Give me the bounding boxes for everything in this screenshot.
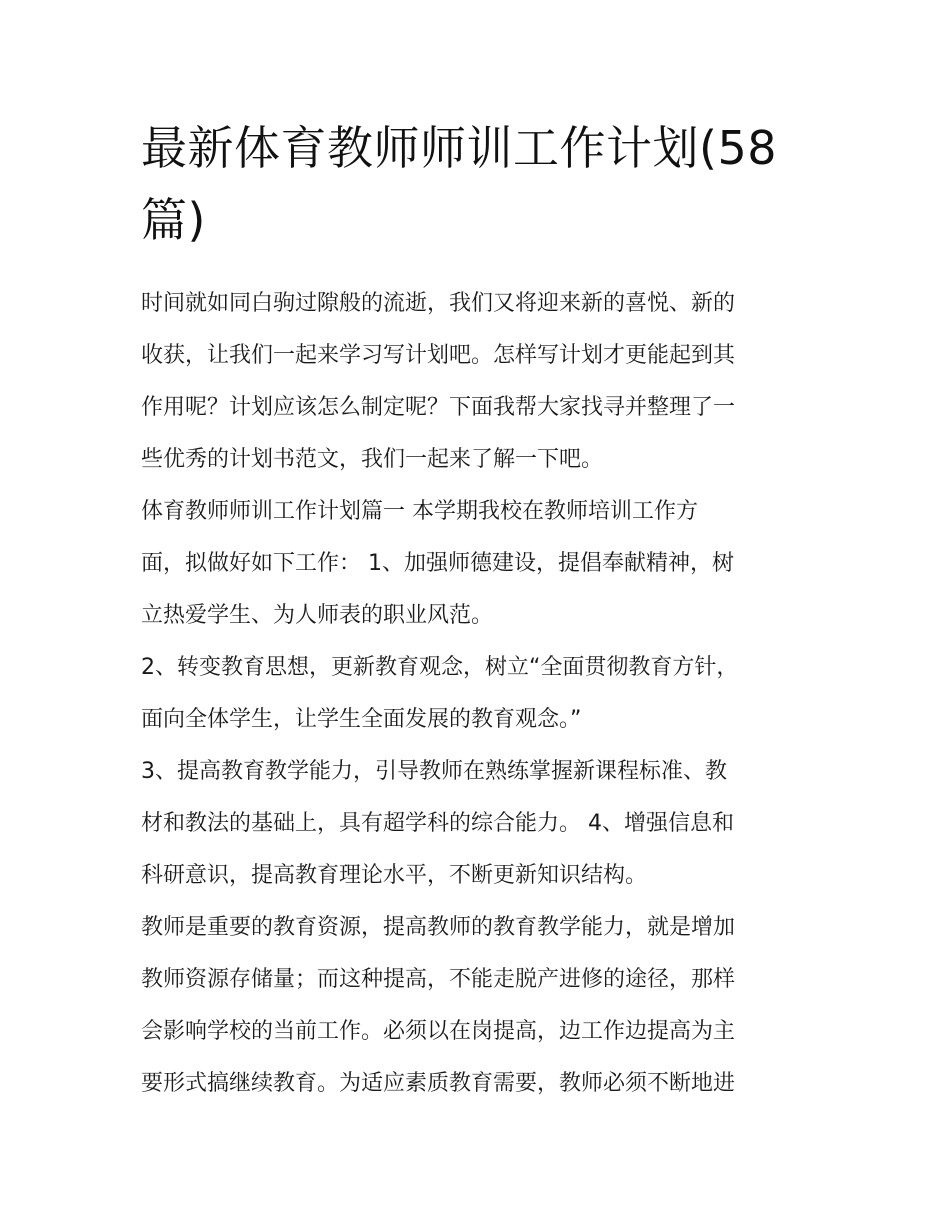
plan-paragraph-1 [141,486,816,642]
text-line: 时间就如同白驹过隙般的流逝，我们又将迎来新的喜悦、新的 [141,291,736,316]
text-line: 体育教师师训工作计划篇一 本学期我校在教师培训工作方 [141,499,698,524]
plan-paragraph-2 [141,642,816,746]
text-line: 科研意识，提高教育理论水平，不断更新知识结构。 [141,863,648,888]
document-body [141,278,816,1110]
title-line: 篇) [141,193,206,247]
title-line: 最新体育教师师训工作计划(58 [141,121,777,175]
plan-paragraph-4 [141,902,816,1110]
intro-paragraph [141,278,816,486]
text-line: 收获，让我们一起来学习写计划吧。怎样写计划才更能起到其 [141,343,736,368]
text-line: 面向全体学生，让学生全面发展的教育观念。” [141,707,582,732]
text-line: 要形式搞继续教育。为适应素质教育需要，教师必须不断地进 [141,1071,736,1096]
text-line: 材和教法的基础上，具有超学科的综合能力。 4、增强信息和 [141,811,734,836]
text-line: 教师资源存储量；而这种提高，不能走脱产进修的途径，那样 [141,967,736,992]
text-line: 教师是重要的教育资源，提高教师的教育教学能力，就是增加 [141,915,736,940]
document-content [141,112,816,1110]
text-line: 面，拟做好如下工作： 1、加强师德建设，提倡奉献精神，树 [141,551,734,576]
text-line: 会影响学校的当前工作。必须以在岗提高，边工作边提高为主 [141,1019,736,1044]
document-title [141,112,816,256]
text-line: 2、转变教育思想，更新教育观念，树立“全面贯彻教育方针， [141,655,739,680]
text-line: 3、提高教育教学能力，引导教师在熟练掌握新课程标准、教 [141,759,727,784]
plan-paragraph-3 [141,746,816,902]
text-line: 些优秀的计划书范文，我们一起来了解一下吧。 [141,447,604,472]
text-line: 作用呢？计划应该怎么制定呢？下面我帮大家找寻并整理了一 [141,395,736,420]
text-line: 立热爱学生、为人师表的职业风范。 [141,603,494,628]
